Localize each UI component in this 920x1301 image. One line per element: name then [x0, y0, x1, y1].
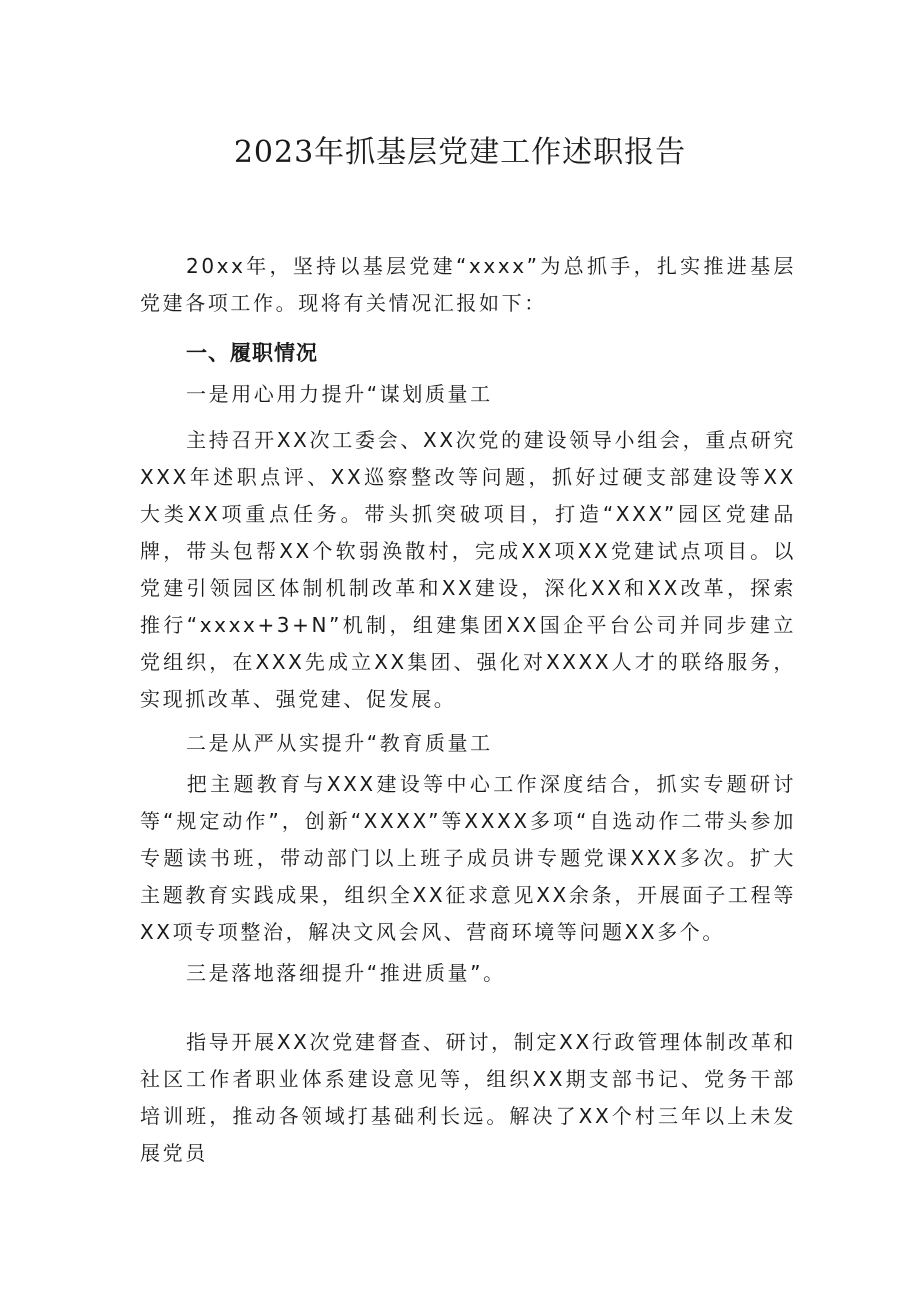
document-title: 2023年抓基层党建工作述职报告: [233, 135, 687, 170]
intro-text: 20xx年，坚持以基层党建“xxxx”为总抓手，扎实推进基层党建各项工作。现将有关情况汇报如下：: [140, 254, 796, 315]
subheading-planning-quality: 一是用心用力提升“谋划质量工: [186, 382, 493, 406]
intro-paragraph: [140, 248, 796, 322]
subheading-advance-quality: 三是落地落细提升“推进质量”。: [186, 961, 506, 985]
paragraph-advance-quality: [140, 1024, 796, 1172]
paragraph-planning-quality: [140, 422, 796, 718]
section-heading-duties: 一、履职情况: [186, 341, 318, 365]
paragraph-planning-quality-text: 主持召开XX次工委会、XX次党的建设领导小组会，重点研究XXX年述职点评、XX巡察整改等问题，抓好过硬支部建设等XX大类XX项重点任务。带头抓突破项目，打造“XXX”园区党建品牌，带头包帮XX个软弱涣散村，完成XX项XX党建试点项目。以党建引领园区体制机制改革和XX建设，深化XX和XX改革，探索推行“xxxx+3+N”机制，组建集团XX国企平台公司并同步建立党组织，在XXX先成立XX集团、强化对XXXX人才的联络服务，实现抓改革、强党建、促发展。: [140, 428, 796, 711]
paragraph-education-quality: [140, 766, 796, 951]
paragraph-education-quality-text: 把主题教育与XXX建设等中心工作深度结合，抓实专题研讨等“规定动作”，创新“XXXX”等XXXX多项“自选动作二带头参加专题读书班，带动部门以上班子成员讲专题党课XXX多次。扩大主题教育实践成果，组织全XX征求意见XX余条，开展面子工程等XX项专项整治，解决文风会风、营商环境等问题XX多个。: [140, 772, 796, 944]
paragraph-advance-quality-text: 指导开展XX次党建督查、研讨，制定XX行政管理体制改革和社区工作者职业体系建设意见等，组织XX期支部书记、党务干部培训班，推动各领域打基础利长远。解决了XX个村三年以上未发展党员: [140, 1030, 796, 1165]
subheading-education-quality: 二是从严从实提升“教育质量工: [186, 731, 493, 755]
